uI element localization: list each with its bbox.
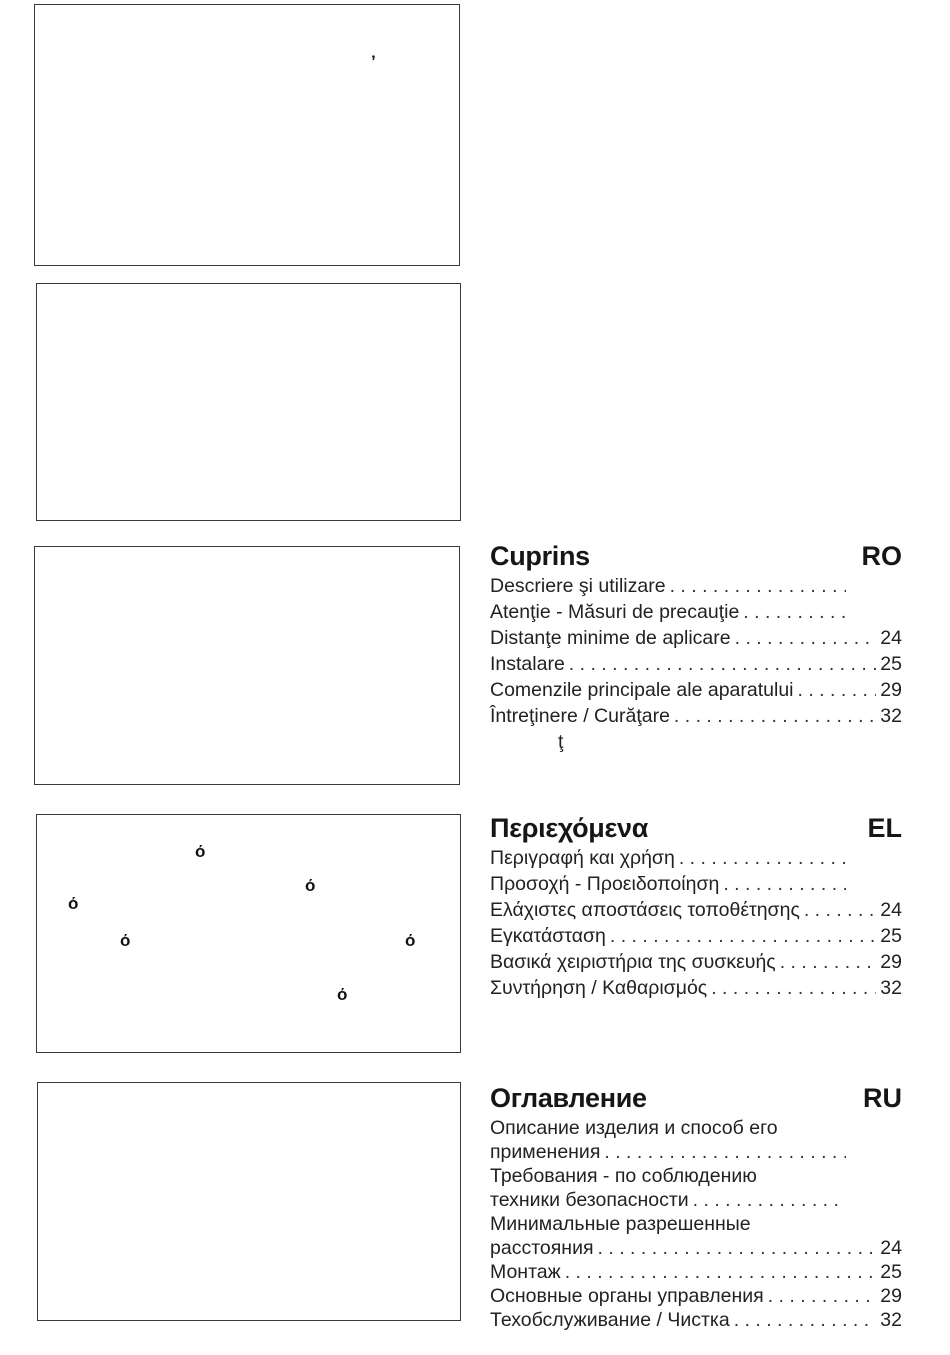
page-number: 25 bbox=[880, 653, 902, 675]
toc-ro-header bbox=[490, 541, 902, 575]
toc-ru-header bbox=[490, 1083, 902, 1117]
toc-ru-title: Оглавление bbox=[490, 1083, 647, 1113]
toc-ru-entry: Описание изделия и способ его bbox=[490, 1117, 778, 1139]
omicron-glyph: ό bbox=[195, 842, 206, 861]
page-number: 24 bbox=[880, 899, 902, 921]
omicron-glyph: ό bbox=[68, 894, 79, 913]
toc-ro-title: Cuprins bbox=[490, 541, 590, 571]
toc-ru-entry: Монтаж . . . 25 bbox=[490, 1261, 902, 1285]
toc-el-entry: Προσοχή - Προειδοποίηση . . . bbox=[490, 873, 902, 899]
toc-ru bbox=[490, 1083, 902, 1333]
page-number: 29 bbox=[880, 679, 902, 701]
omicron-glyph: ό bbox=[337, 985, 348, 1004]
page-number: 29 bbox=[880, 951, 902, 973]
page-number: 25 bbox=[880, 1261, 902, 1283]
toc-ru-language-code: RU bbox=[863, 1083, 902, 1113]
omicron-glyph: ό bbox=[405, 931, 416, 950]
toc-el-title: Περιεχόμενα bbox=[490, 813, 649, 843]
frame-box-2 bbox=[36, 283, 461, 521]
toc-ro-entry: Întreţinere / Curăţare . . . 32 bbox=[490, 705, 902, 731]
page-number: 32 bbox=[880, 1309, 902, 1331]
omicron-glyph: ό bbox=[120, 931, 131, 950]
toc-ro-language-code: RO bbox=[861, 541, 902, 571]
toc-el-entry: Περιγραφή και χρήση . . . bbox=[490, 847, 902, 873]
frame-box-3 bbox=[34, 546, 460, 785]
toc-ru-entry: Техобслуживание / Чистка . . . 32 bbox=[490, 1309, 902, 1333]
toc-ro-entry: Descriere şi utilizare . . . bbox=[490, 575, 902, 601]
toc-ru-entry: расстояния . . . 24 bbox=[490, 1237, 902, 1261]
toc-ru-entry: Основные органы управления . . . 29 bbox=[490, 1285, 902, 1309]
toc-el-entry: Ελάχιστες αποστάσεις τοποθέτησης . . . 24 bbox=[490, 899, 902, 925]
toc-el bbox=[490, 813, 902, 1003]
page-number: 24 bbox=[880, 627, 902, 649]
page-number: 29 bbox=[880, 1285, 902, 1307]
toc-el-entry: Συντήρηση / Καθαρισμός . . . 32 bbox=[490, 977, 902, 1003]
toc-ro-stray-glyph-row bbox=[490, 731, 902, 757]
frame-box-4 bbox=[36, 814, 461, 1053]
comma-glyph: ’ bbox=[371, 52, 376, 71]
toc-ro-entry: Distanţe minime de aplicare . . . 24 bbox=[490, 627, 902, 653]
toc-ru-entry: Минимальные разрешенные bbox=[490, 1213, 751, 1235]
toc-el-language-code: EL bbox=[867, 813, 902, 843]
toc-el-entry: Βασικά χειριστήρια της συσκευής . . . 29 bbox=[490, 951, 902, 977]
page-number: 24 bbox=[880, 1237, 902, 1259]
page-number: 32 bbox=[880, 705, 902, 727]
toc-ro bbox=[490, 541, 902, 757]
toc-ru-entry: применения . . . bbox=[490, 1141, 902, 1165]
frame-box-1 bbox=[34, 4, 460, 266]
toc-el-header bbox=[490, 813, 902, 847]
frame-box-5 bbox=[37, 1082, 461, 1321]
toc-ro-entry: Instalare . . . 25 bbox=[490, 653, 902, 679]
page-number: 32 bbox=[880, 977, 902, 999]
page-number: 25 bbox=[880, 925, 902, 947]
toc-ru-entry: Требования - по соблюдению bbox=[490, 1165, 757, 1187]
toc-ru-entry: техники безопасности . . . bbox=[490, 1189, 902, 1213]
toc-ro-entry: Atenţie - Măsuri de precauţie . . . bbox=[490, 601, 902, 627]
t-cedilla-glyph: ţ bbox=[558, 731, 564, 753]
toc-el-entry: Εγκατάσταση . . . 25 bbox=[490, 925, 902, 951]
omicron-glyph: ό bbox=[305, 876, 316, 895]
toc-ro-entry: Comenzile principale ale aparatului . . . 29 bbox=[490, 679, 902, 705]
